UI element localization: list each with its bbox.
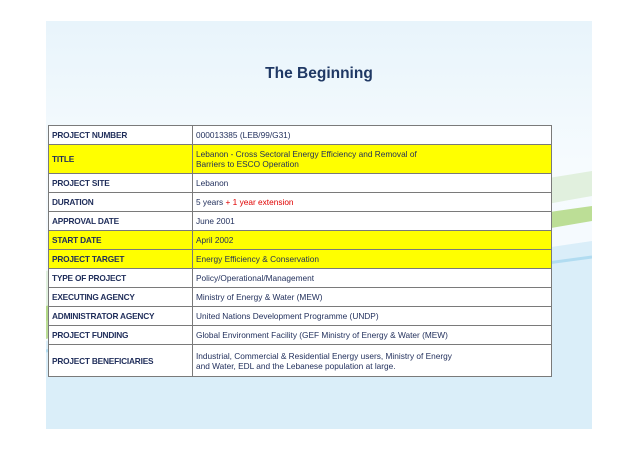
row-value-line: Lebanon - Cross Sectoral Energy Efficiency and Removal of <box>196 149 417 159</box>
row-label: DURATION <box>49 193 193 212</box>
row-value <box>193 145 552 174</box>
table-row <box>49 174 552 193</box>
row-label: ADMINISTRATOR AGENCY <box>49 307 193 326</box>
table-row <box>49 288 552 307</box>
table-row <box>49 193 552 212</box>
row-value: Policy/Operational/Management <box>193 269 552 288</box>
row-label: EXECUTING AGENCY <box>49 288 193 307</box>
table-row <box>49 345 552 377</box>
row-value-line: and Water, EDL and the Lebanese population at large. <box>196 360 396 371</box>
row-value: Global Environment Facility (GEF Ministry of Energy & Water (MEW) <box>193 326 552 345</box>
row-label: PROJECT TARGET <box>49 250 193 269</box>
table-row <box>49 126 552 145</box>
row-value: June 2001 <box>193 212 552 231</box>
row-label: TITLE <box>49 145 193 174</box>
row-value: April 2002 <box>193 231 552 250</box>
row-label: PROJECT BENEFICIARIES <box>49 345 193 377</box>
row-label: PROJECT SITE <box>49 174 193 193</box>
row-value: 000013385 (LEB/99/G31) <box>193 126 552 145</box>
table-row <box>49 231 552 250</box>
row-label: START DATE <box>49 231 193 250</box>
table-row <box>49 307 552 326</box>
row-label: PROJECT FUNDING <box>49 326 193 345</box>
duration-extension: + 1 year extension <box>225 197 294 207</box>
row-value: Energy Efficiency & Conservation <box>193 250 552 269</box>
row-value <box>193 193 552 212</box>
project-info-table <box>48 125 552 377</box>
row-value-line: Barriers to ESCO Operation <box>196 159 299 169</box>
table-row <box>49 145 552 174</box>
table-row <box>49 212 552 231</box>
row-value-line: Industrial, Commercial & Residential Energy users, Ministry of Energy <box>196 350 452 361</box>
row-label: TYPE OF PROJECT <box>49 269 193 288</box>
row-label: APPROVAL DATE <box>49 212 193 231</box>
row-value: Ministry of Energy & Water (MEW) <box>193 288 552 307</box>
table-row <box>49 326 552 345</box>
slide-title: The Beginning <box>265 65 373 82</box>
duration-base: 5 years <box>196 197 226 207</box>
table-row <box>49 269 552 288</box>
row-label: PROJECT NUMBER <box>49 126 193 145</box>
row-value: Lebanon <box>193 174 552 193</box>
table-row <box>49 250 552 269</box>
row-value: United Nations Development Programme (UNDP) <box>193 307 552 326</box>
row-value <box>193 345 552 377</box>
